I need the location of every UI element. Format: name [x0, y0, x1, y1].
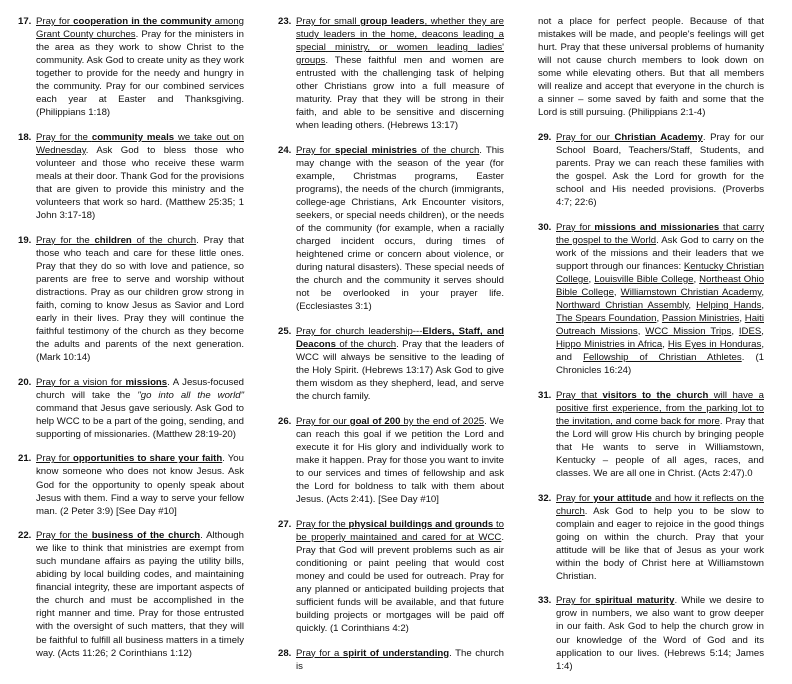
prayer-item-31: [538, 389, 764, 480]
text-run: we take out on Wednesday: [36, 131, 244, 156]
text-run: . Pray that the Lord will grow His church by bringing people that He wants to serve in Williamstown, Kentucky – people of all ages, races, and classes. We are all one in Christ. (Acts 2:47).0: [556, 415, 764, 479]
text-run: Kentucky Christian College: [556, 260, 764, 285]
text-run: . Although we like to think that ministries are exempt from such mundane affairs as paying the utility bills, abiding by local building codes, and maintaining financial integrity, these are important aspects of the church and must be accomplished in the right manner and time. Pray for those entrusted with the oversight of such matters, that they will be faithful to fulfill all business matters in a timely way. (Acts 11:26; 2 Corinthians 1:12): [36, 530, 244, 659]
text-run: ,: [588, 273, 595, 285]
text-run: community meals: [91, 131, 175, 143]
item-text: [556, 594, 764, 672]
item-number: 26.: [278, 415, 292, 427]
text-run: Pray for a: [296, 647, 343, 659]
text-run: Pray for small: [296, 16, 361, 27]
text-run: Williamstown Christian Academy: [620, 286, 762, 298]
text-run: . The church is: [296, 647, 504, 672]
text-run: Pray for the: [36, 131, 92, 143]
item-number: 20.: [18, 376, 32, 388]
text-run: Louisville Bible College: [594, 273, 694, 285]
text-run: command that Jesus gave seriously. Ask God to help WCC to be a part of the going, sending, and supporting of missionaries. (Matthew 28:19-20): [36, 402, 244, 440]
text-run: ,: [637, 326, 646, 338]
prayer-item-18: [18, 131, 244, 222]
text-run: IDES: [738, 326, 762, 338]
item-text: [36, 131, 244, 222]
text-run: Pray for church leadership---: [296, 326, 423, 338]
text-run: goal of 200: [349, 415, 401, 427]
prayer-item-32: [538, 492, 764, 583]
prayer-item-17: [18, 15, 244, 119]
text-run: ,: [693, 273, 700, 285]
prayer-item-24: [278, 144, 504, 314]
text-run: . Ask God to help you to be slow to complain and eager to rejoice in the good things going on within the church. Pray that your attitude will be like that of Jesus as your work within the body of Christ here at Williamstown Christian.: [556, 505, 764, 582]
item-text: [296, 518, 504, 635]
text-run: Pray for: [556, 221, 595, 233]
text-run: . Pray that God will prevent problems such as air conditioning or paint peeling that would cost money and could be used for outreach. Pray for any planned or anticipated building projects that sufficient funds will be available, and that future building projects or mortgages will be paid off quickly. (1 Corinthians 4:2): [296, 531, 504, 635]
text-run: spirit of understanding: [342, 647, 450, 659]
text-run: children: [94, 234, 132, 246]
text-run: ,: [731, 326, 739, 338]
item-text: [36, 376, 244, 441]
text-run: your attitude: [593, 492, 652, 504]
text-run: Haiti Outreach Missions: [556, 312, 764, 338]
text-run: Pray for: [296, 144, 336, 156]
prayer-item-25: [278, 325, 504, 403]
item-number: 29.: [538, 131, 552, 143]
item-number: 31.: [538, 389, 552, 401]
text-run: cooperation in the community: [73, 16, 212, 27]
text-run: WCC Mission Trips: [645, 326, 732, 338]
item-number: 33.: [538, 595, 552, 607]
text-run: ,: [739, 312, 745, 324]
text-run: special ministries: [335, 144, 417, 156]
text-run: . Pray that the leaders of WCC will always be sensitive to the leading of the Holy Spirit. (Hebrews 13:17) Ask God to give them wisdom as they shepherd, lead, and serve the church family.: [296, 339, 504, 403]
item-text: [296, 415, 504, 506]
text-run: . Pray for our School Board, Teachers/Staff, Students, and parents. Pray we can reach these families with the gospel. Ask the Lord for growth for the school and His needed provisions. (Proverbs 4:7; 22:6): [556, 131, 764, 209]
text-run: . Pray for the ministers in the area as they work to show Christ to the community. Ask God to create unity as they work together to provide for the needy and hungry in the community. Pray for our combined services each year at Easter and Thanksgiving. (Philippians 1:18): [36, 29, 244, 119]
text-run: by the end of 2025: [400, 415, 485, 427]
prayer-item-27: [278, 518, 504, 635]
text-run: . Pray that those who teach and care for these little ones. Pray that they do so with love and patience, so parents are free to serve and worship without distractions. Pray as our children grow strong in faith, coming to know Jesus as Savior and Lord early in their lives. Pray they will continue the faithful testimony of the church as they become the adults and parents of the next generation. (Mark 10:14): [36, 234, 244, 364]
text-run: , and: [556, 339, 764, 364]
text-run: . Ask God to bless those who volunteer and those who receive these warm meals at their door. Thank God for the provisions that are given to provide this ministry and the volunteers that work so hard. (Matthew 25:35; 1 John 3:17-18): [36, 144, 244, 222]
text-run: . This may change with the season of the year (for example, Christmas programs, Easter programs), the needs of the church (immigrants, college-age Christians, Ark Encounter visitors, seekers, or special needs children), or the needs of the community (for example, when a racially charged incident occurs, during times of heightened crime or concern about violence, or during natural disasters). These special needs of the church and the community it serves should not be overlooked in your prayer life. (Ecclesiastes 3:1): [296, 144, 504, 313]
prayer-item-29: [538, 131, 764, 209]
item-number: 28.: [278, 647, 292, 659]
text-run: will have a positive first experience, from the parking lot to the invitation, and come back for more: [556, 389, 765, 427]
text-run: Pray for: [556, 492, 594, 504]
column-1: [18, 15, 244, 671]
text-run: . While we desire to grow in numbers, we also want to grow deeper in our faith. Ask God to help the church grow in our knowledge of the Word of God and its application to our lives. (Hebrews 5:14; James 1:4): [556, 595, 764, 672]
prayer-item-30: [538, 221, 764, 378]
text-run: ,: [761, 326, 764, 338]
text-run: and how it reflects on the church: [556, 492, 764, 517]
item-number: 17.: [18, 16, 32, 27]
prayer-item-20: [18, 376, 244, 441]
text-run: Pray for: [36, 16, 74, 27]
text-run: Hippo Ministries in Africa: [556, 339, 663, 351]
text-run: Pray that: [556, 389, 603, 401]
item-text: [296, 15, 504, 132]
prayer-item-21: [18, 452, 244, 517]
text-run: Pray for our: [556, 131, 615, 143]
text-run: of the church: [416, 144, 480, 156]
text-run: . We can reach this goal if we petition the Lord and execute it for His glory and individually work to make it happen. Pray for those you want to invite to our services and times of fellowship and ask the Lord for boldness to talk with them about Jesus. (Acts 2:41). [See Day #10]: [296, 415, 504, 506]
text-run: missions and missionaries: [594, 221, 720, 233]
text-run: , whether they are study leaders in the home, deacons leading a special ministry, or women leading ladies' groups: [296, 16, 505, 67]
text-run: business of the church: [91, 530, 201, 542]
column-3: [538, 15, 764, 684]
item-number: 19.: [18, 234, 32, 246]
item-number: 22.: [18, 530, 32, 542]
text-run: ,: [662, 339, 668, 351]
text-run: Northeast Ohio Bible College: [556, 273, 764, 298]
text-run: physical buildings and grounds: [348, 518, 494, 530]
text-run: Fellowship of Christian Athletes: [583, 352, 742, 364]
text-run: Pray for a vision for: [36, 376, 126, 388]
text-run: ,: [688, 299, 697, 311]
text-run: . (1 Chronicles 16:24): [556, 352, 764, 377]
item-text: [556, 221, 764, 378]
text-run: visitors to the church: [602, 389, 709, 401]
item-text: [36, 15, 244, 119]
text-run: "go into all the world": [137, 389, 244, 401]
prayer-item-23: [278, 15, 504, 132]
item-number: 23.: [278, 16, 292, 27]
item-number: 27.: [278, 518, 292, 530]
column-2: [278, 15, 504, 684]
text-run: His Eyes in Honduras: [667, 339, 762, 351]
text-run: Pray for the: [296, 518, 349, 530]
text-run: ,: [656, 312, 662, 324]
item-text: [36, 452, 244, 517]
text-run: The Spears Foundation: [556, 312, 657, 324]
text-run: group leaders: [360, 16, 425, 27]
text-run: Passion Ministries: [661, 312, 740, 324]
prayer-item-22: [18, 529, 244, 659]
item-text: [296, 325, 504, 403]
prayer-item-28-continuation: not a place for perfect people. Because of that mistakes will be made, and people's feelings will get hurt. Pray that these universal problems of humanity will not cause church members to look down on some while elevating others. But that all members will realize and accept that everyone in the church is a sinner – some saved by faith and some that the Lord is still pursuing. (Philippians 2:1-4): [538, 16, 764, 119]
prayer-item-26: [278, 415, 504, 506]
item-number: 18.: [18, 131, 32, 143]
text-run: ,: [761, 286, 764, 298]
text-run: among Grant County churches: [36, 16, 244, 41]
item-number: 25.: [278, 326, 292, 338]
text-run: ,: [613, 286, 621, 298]
text-run: of the church: [131, 234, 197, 246]
text-run: spiritual maturity: [595, 595, 675, 607]
text-run: . Ask God to carry on the work of the missions and their leaders that we support through our finances:: [556, 234, 764, 272]
text-run: Elders, Staff, and Deacons: [296, 326, 504, 351]
item-number: 24.: [278, 144, 292, 156]
item-text: [36, 529, 244, 659]
text-run: Pray for the: [36, 530, 92, 542]
item-number: 30.: [538, 221, 552, 233]
text-run: . You know someone who does not know Jesus. Ask God for the opportunity to openly speak about Jesus with them. Find a way to serve your fellow man. (2 Peter 3:9) [See Day #10]: [36, 453, 244, 517]
text-run: . A Jesus-focused church will take the: [36, 376, 245, 401]
text-run: Pray for: [36, 453, 74, 465]
text-run: . These faithful men and women are entrusted with the challenging task of helping other Christians grow into a full measure of maturity. Pray that they will be strong in their faith, and able to be sensitive and discerning when leading others. (Hebrews 13:17): [296, 55, 504, 132]
item-text: [556, 389, 764, 480]
item-number: 32.: [538, 492, 552, 504]
text-run: opportunities to share your faith: [73, 453, 223, 465]
item-text: [36, 234, 244, 364]
text-run: Northward Christian Assembly: [556, 299, 689, 311]
item-text: [556, 492, 764, 583]
item-text: [296, 144, 504, 314]
item-text: [296, 647, 504, 673]
item-number: 21.: [18, 453, 32, 465]
text-run: Pray for the: [36, 234, 95, 246]
text-run: Pray for our: [296, 415, 350, 427]
item-text: [556, 131, 764, 209]
prayer-item-28: [278, 647, 504, 673]
prayer-item-19: [18, 234, 244, 364]
text-run: Pray for: [556, 595, 596, 607]
text-run: Helping Hands: [696, 299, 762, 311]
text-run: missions: [125, 376, 168, 388]
text-run: Christian Academy: [614, 131, 703, 143]
text-run: ,: [761, 299, 764, 311]
text-run: to be properly maintained and cared for at WCC: [296, 518, 505, 543]
text-run: of the church: [336, 339, 397, 351]
prayer-item-33: [538, 594, 764, 672]
text-run: that carry the gospel to the World: [556, 221, 764, 246]
